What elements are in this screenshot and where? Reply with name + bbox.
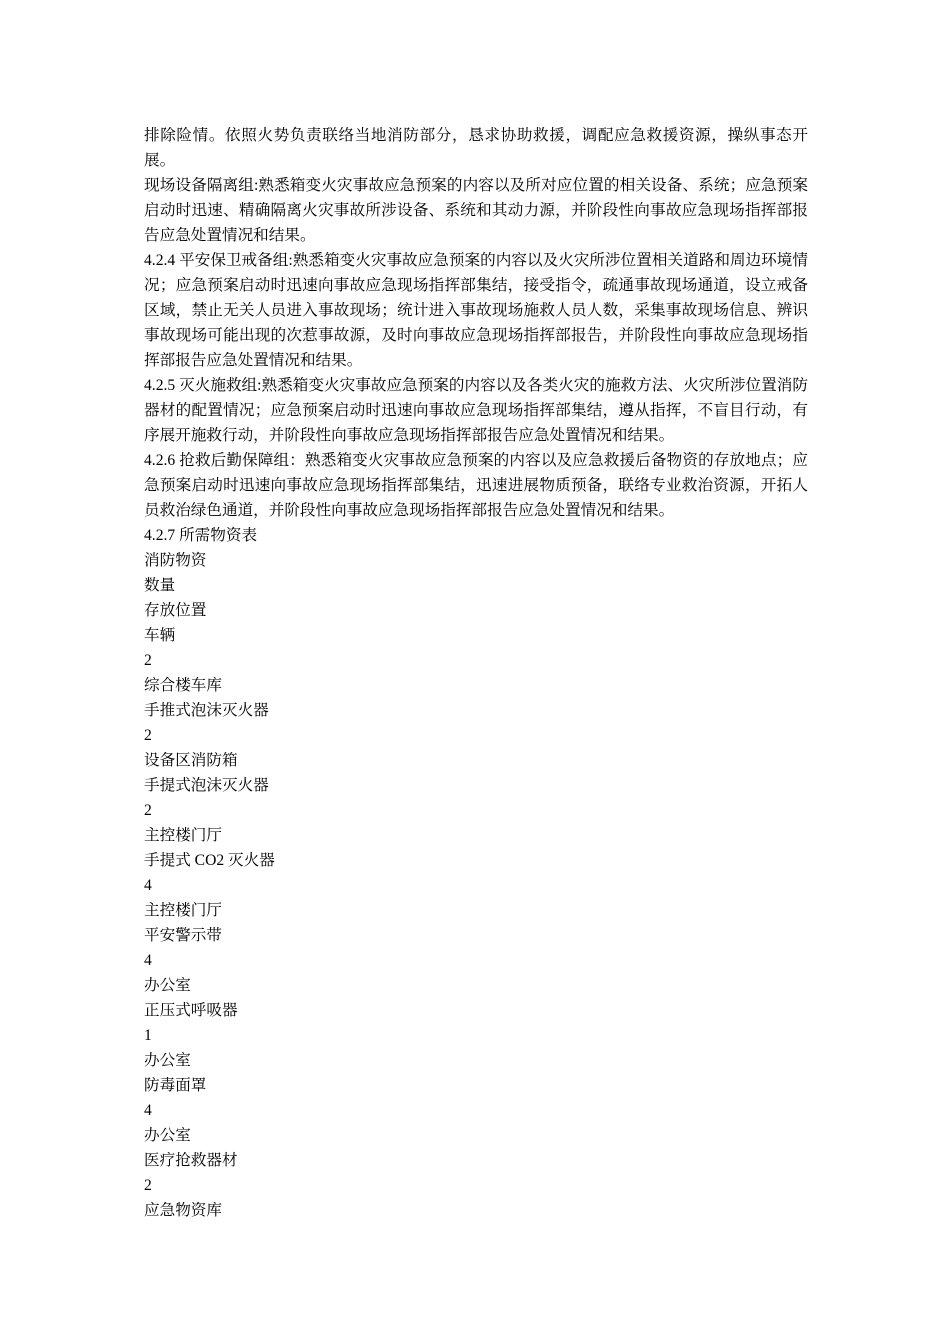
table-row bbox=[144, 773, 808, 848]
cell-location: 办公室 bbox=[144, 1127, 191, 1144]
cell-quantity: 2 bbox=[144, 1177, 152, 1194]
cell-quantity: 2 bbox=[144, 727, 152, 744]
paragraph-4-2-4-security-group: 4.2.4 平安保卫戒备组:熟悉箱变火灾事故应急预案的内容以及火灾所涉位置相关道路和周边环境情况；应急预案启动时迅速向事故应急现场指挥部集结，接受指令，疏通事故现场通道，设立戒备区域，禁止无关人员进入事故现场；统计进入事故现场施救人员人数，采集事故现场信息、辨识事故现场可能出现的次惹事故源，及时向事故应急现场指挥部报告，并阶段性向事故应急现场指挥部报告应急处置情况和结果。 bbox=[144, 252, 808, 369]
cell-material: 手推式泡沫灭火器 bbox=[144, 702, 269, 719]
paragraph-4-2-5-firefighting-group: 4.2.5 灭火施救组:熟悉箱变火灾事故应急预案的内容以及各类火灾的施救方法、火灾所涉位置消防器材的配置情况；应急预案启动时迅速向事故应急现场指挥部集结，遵从指挥，不盲目行动，有序展开施救行动，并阶段性向事故应急现场指挥部报告应急处置情况和结果。 bbox=[144, 377, 808, 444]
header-cell-material: 消防物资 bbox=[144, 552, 207, 569]
cell-quantity: 4 bbox=[144, 877, 152, 894]
cell-material: 正压式呼吸器 bbox=[144, 1002, 238, 1019]
cell-location: 设备区消防箱 bbox=[144, 752, 238, 769]
cell-location: 主控楼门厅 bbox=[144, 902, 222, 919]
cell-location: 综合楼车库 bbox=[144, 677, 222, 694]
table-row bbox=[144, 623, 808, 698]
cell-location: 主控楼门厅 bbox=[144, 827, 222, 844]
table-row bbox=[144, 1073, 808, 1148]
table-row bbox=[144, 848, 808, 923]
table-row bbox=[144, 998, 808, 1073]
cell-material: 手提式 CO2 灭火器 bbox=[144, 852, 275, 869]
cell-quantity: 1 bbox=[144, 1027, 152, 1044]
cell-material: 平安警示带 bbox=[144, 927, 222, 944]
cell-quantity: 4 bbox=[144, 952, 152, 969]
cell-material: 车辆 bbox=[144, 627, 176, 644]
cell-quantity: 2 bbox=[144, 652, 152, 669]
header-cell-quantity: 数量 bbox=[144, 577, 176, 594]
document-page bbox=[144, 123, 808, 1223]
cell-material: 防毒面罩 bbox=[144, 1077, 207, 1094]
cell-quantity: 4 bbox=[144, 1102, 152, 1119]
cell-quantity: 2 bbox=[144, 802, 152, 819]
cell-location: 办公室 bbox=[144, 1052, 191, 1069]
cell-location: 办公室 bbox=[144, 977, 191, 994]
cell-material: 手提式泡沫灭火器 bbox=[144, 777, 269, 794]
table-row bbox=[144, 923, 808, 998]
table-row bbox=[144, 1148, 808, 1223]
header-cell-location: 存放位置 bbox=[144, 602, 207, 619]
paragraph-intro: 排除险情。依照火势负责联络当地消防部分，恳求协助救援，调配应急救援资源，操纵事态开展。 bbox=[144, 127, 808, 169]
materials-table bbox=[144, 548, 808, 1223]
paragraph-equipment-isolation-group: 现场设备隔离组:熟悉箱变火灾事故应急预案的内容以及所对应位置的相关设备、系统；应急预案启动时迅速、精确隔离火灾事故所涉设备、系统和其动力源，并阶段性向事故应急现场指挥部报告应急处置情况和结果。 bbox=[144, 177, 808, 244]
section-heading-4-2-7: 4.2.7 所需物资表 bbox=[144, 527, 258, 544]
cell-material: 医疗抢救器材 bbox=[144, 1152, 238, 1169]
table-header bbox=[144, 548, 808, 623]
table-row bbox=[144, 698, 808, 773]
cell-location: 应急物资库 bbox=[144, 1202, 222, 1219]
paragraph-4-2-6-logistics-group: 4.2.6 抢救后勤保障组：熟悉箱变火灾事故应急预案的内容以及应急救援后备物资的存放地点；应急预案启动时迅速向事故应急现场指挥部集结，迅速进展物质预备，联络专业救治资源，开拓人员救治绿色通道，并阶段性向事故应急现场指挥部报告应急处置情况和结果。 bbox=[144, 452, 808, 519]
